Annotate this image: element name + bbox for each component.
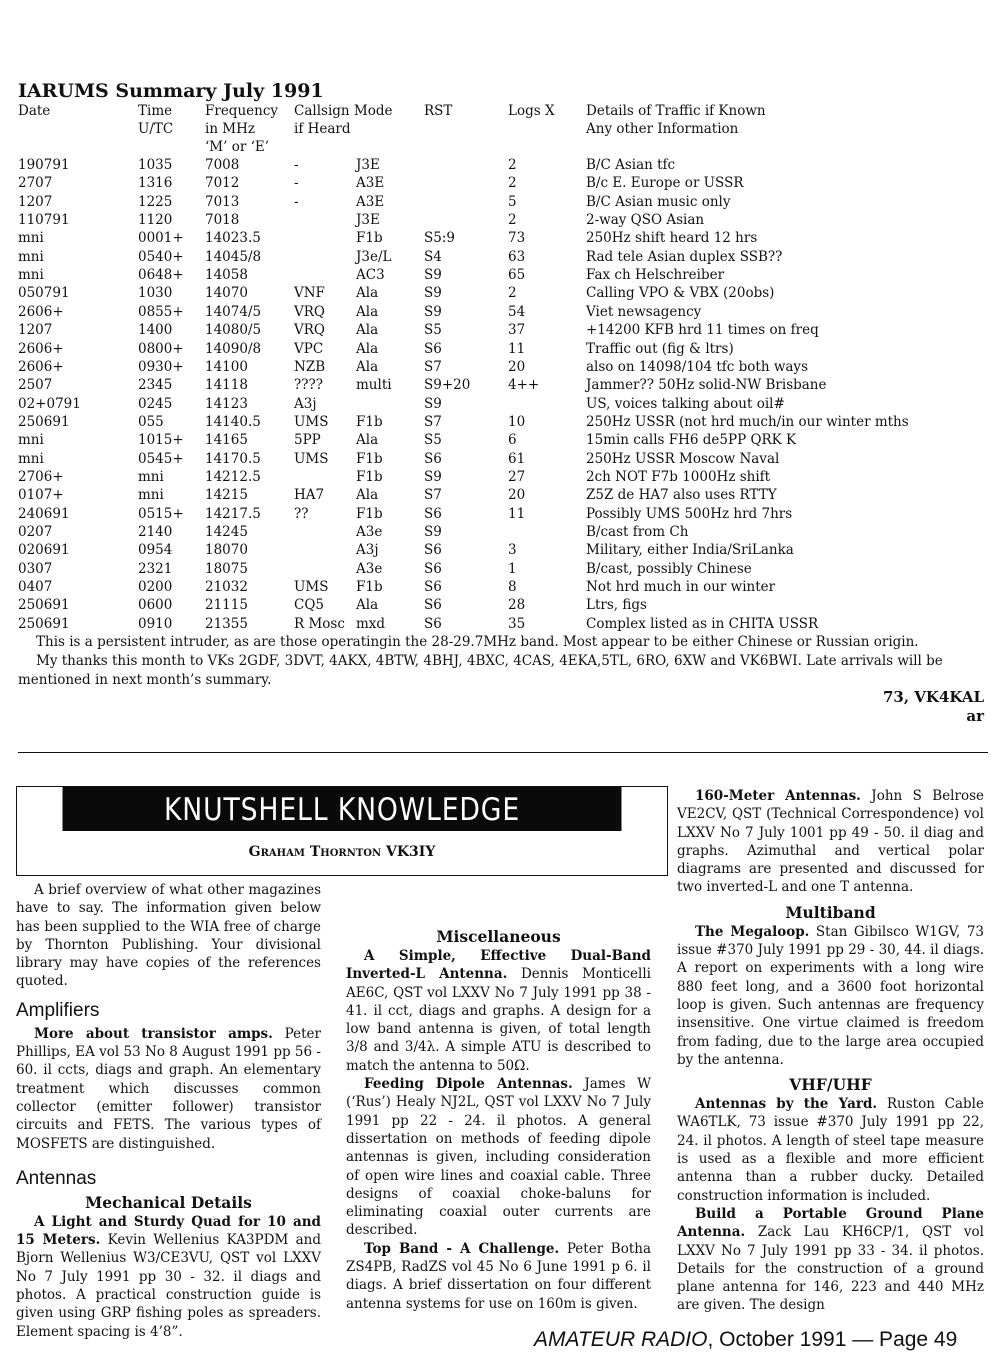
cell-freq: 14215 (205, 487, 248, 504)
table-row (0, 358, 1000, 376)
cell-logs: 73 (508, 230, 526, 247)
cell-date: 250691 (18, 615, 70, 632)
cell-call: VNF (294, 285, 325, 302)
article-text: James W (‘Rus’) Healy NJ2L, QST vol LXXV No 7 July 1991 pp 22 - 24. il photos. A general dissertation on methods of feeding dipole antennas is given, including consideration of open wire lines and coaxial cable. Three designs of coaxial choke-baluns for eliminating coaxial outer currents are described. (346, 1076, 651, 1239)
cell-mode: A3E (356, 193, 385, 210)
table-row (0, 284, 1000, 302)
table-row (0, 431, 1000, 449)
article-160m (677, 787, 984, 897)
header-frequency-me: ‘M’ or ‘E’ (205, 139, 270, 155)
cell-freq: 14245 (205, 524, 248, 540)
cell-logs: 54 (508, 303, 526, 320)
cell-date: 1207 (18, 322, 53, 339)
cell-date: 020691 (18, 542, 70, 559)
article-title: A Simple, Effective Dual-Band Inverted-L Antenna. (346, 948, 651, 983)
table-row (0, 413, 1000, 431)
cell-details: Rad tele Asian duplex SSB?? (586, 248, 783, 265)
footer-magazine-name: AMATEUR RADIO (534, 1328, 708, 1351)
cell-freq: 21355 (205, 615, 248, 632)
cell-details: B/C Asian tfc (586, 157, 676, 173)
header-if-heard: if Heard (294, 121, 351, 137)
cell-time: 1120 (138, 212, 173, 229)
knutshell-author: Graham Thornton VK3IY (248, 844, 436, 860)
table-row (0, 560, 1000, 578)
cell-call: ???? (294, 377, 323, 394)
cell-details: 15min calls FH6 de5PP QRK K (586, 432, 797, 449)
cell-time: 0545+ (138, 450, 184, 467)
cell-time: 1316 (138, 175, 173, 192)
cell-mode: A3e (356, 524, 383, 540)
cell-details: 2ch NOT F7b 1000Hz shift (586, 468, 771, 485)
cell-date: 0407 (18, 579, 53, 596)
cell-time: 0515+ (138, 505, 184, 522)
cell-mode: F1b (356, 579, 383, 596)
cell-details: Ltrs, figs (586, 597, 647, 614)
cell-time: 0540+ (138, 248, 184, 265)
cell-time: 2140 (138, 524, 173, 540)
cell-call: ?? (294, 505, 309, 522)
cell-date: 1207 (18, 193, 53, 210)
cell-call: UMS (294, 413, 329, 430)
iarums-signature: 73, VK4KAL (882, 688, 984, 706)
cell-freq: 14080/5 (205, 322, 262, 339)
cell-freq: 14074/5 (205, 303, 262, 320)
cell-rst: S6 (424, 579, 442, 596)
iarums-title: IARUMS Summary July 1991 (18, 80, 324, 102)
cell-freq: 14170.5 (205, 450, 261, 467)
cell-details: B/cast from Ch (586, 524, 689, 540)
cell-rst: S5:9 (424, 230, 455, 247)
cell-freq: 14100 (205, 358, 248, 375)
cell-call: - (294, 175, 299, 192)
cell-logs: 63 (508, 248, 526, 265)
iarums-note-intruder: This is a persistent intruder, as are those operatingin the 28-29.7MHz band. Most appear to be either Chinese or Russian origin. (36, 634, 919, 650)
cell-logs: 2 (508, 157, 517, 173)
cell-logs: 10 (508, 413, 526, 430)
cell-logs: 35 (508, 615, 526, 632)
section-divider (18, 752, 988, 753)
cell-mode: Ala (356, 303, 379, 320)
cell-mode: Ala (356, 597, 379, 614)
cell-details: 250Hz USSR Moscow Naval (586, 450, 780, 467)
cell-logs: 8 (508, 579, 517, 596)
cell-rst: S9 (424, 468, 442, 485)
table-row (0, 450, 1000, 468)
cell-date: 2507 (18, 377, 53, 394)
article-title: A Light and Sturdy Quad for 10 and 15 Meters. (16, 1213, 321, 1249)
cell-mode: Ala (356, 285, 379, 302)
cell-logs: 37 (508, 322, 526, 339)
cell-mode: J3e/L (356, 248, 392, 265)
cell-freq: 14023.5 (205, 230, 261, 247)
cell-date: 2606+ (18, 358, 64, 375)
cell-mode: Ala (356, 340, 379, 357)
article-text: Ruston Cable WA6TLK, 73 issue #370 July 1991 pp 22, 24. il photos. A length of steel tape measure is used as a flexible and more efficient antenna than a rubber ducky. Detailed construction information is included. (677, 1096, 984, 1204)
cell-details: +14200 KFB hrd 11 times on freq (586, 322, 819, 339)
cell-mode: Ala (356, 487, 379, 504)
cell-time: 0930+ (138, 358, 184, 375)
cell-time: 2321 (138, 560, 173, 577)
cell-time: 1400 (138, 322, 173, 339)
cell-freq: 14165 (205, 432, 248, 449)
cell-rst: S9+20 (424, 377, 471, 394)
cell-call: HA7 (294, 487, 325, 504)
cell-rst: S7 (424, 413, 442, 430)
cell-call: UMS (294, 579, 329, 596)
cell-details: Not hrd much in our winter (586, 579, 776, 596)
table-row (0, 156, 1000, 174)
article-title: The Megaloop. (695, 923, 810, 940)
cell-logs: 6 (508, 432, 517, 449)
cell-call: VRQ (294, 322, 325, 339)
cell-call: 5PP (294, 432, 321, 449)
iarums-note-thanks: My thanks this month to VKs 2GDF, 3DVT, 4AKX, 4BTW, 4BHJ, 4BXC, 4CAS, 4EKA,5TL, 6RO, 6XW and VK6BWI. Late arrivals will be mentioned in next month’s summary. (18, 653, 943, 688)
cell-time: 055 (138, 413, 164, 430)
cell-time: 1015+ (138, 432, 184, 449)
article-title: More about transistor amps. (34, 1025, 273, 1042)
cell-time: 0910 (138, 615, 173, 632)
table-row (0, 193, 1000, 211)
header-details: Details of Traffic if Known (586, 103, 766, 119)
cell-details: B/c E. Europe or USSR (586, 175, 744, 192)
cell-rst: S6 (424, 450, 442, 467)
cell-time: 0200 (138, 579, 173, 596)
table-row (0, 303, 1000, 321)
article-ground-plane (677, 1205, 984, 1315)
cell-date: 190791 (18, 157, 70, 173)
cell-call: VPC (294, 340, 324, 357)
cell-time: 0954 (138, 542, 173, 559)
table-row (0, 615, 1000, 633)
cell-freq: 14070 (205, 285, 248, 302)
cell-logs: 4++ (508, 377, 540, 394)
cell-mode: J3E (356, 157, 380, 173)
article-text: Zack Lau KH6CP/1, QST vol LXXV No 7 July 1991 pp 33 - 34. il photos. Details for the construction of a ground plane antenna for 146, 223 and 440 MHz are given. The design (677, 1224, 984, 1314)
cell-logs: 11 (508, 340, 526, 357)
cell-details: Fax ch Helschreiber (586, 267, 725, 284)
cell-freq: 14118 (205, 377, 248, 394)
cell-details: Calling VPO & VBX (20obs) (586, 285, 775, 302)
cell-date: 2707 (18, 175, 53, 192)
cell-details: Traffic out (fig & ltrs) (586, 340, 734, 357)
cell-details: Possibly UMS 500Hz hrd 7hrs (586, 505, 793, 522)
heading-miscellaneous: Miscellaneous (436, 927, 561, 946)
cell-details: 250Hz USSR (not hrd much/in our winter mths (586, 413, 909, 430)
knutshell-intro: A brief overview of what other magazines have to say. The information given below has been supplied to the WIA free of charge by Thornton Publishing. Your divisional library may have copies of the references quoted. (16, 882, 321, 990)
article-transistor-amps (16, 1025, 321, 1153)
cell-call: NZB (294, 358, 326, 375)
cell-freq: 14058 (205, 267, 248, 284)
cell-date: 0107+ (18, 487, 64, 504)
article-top-band (346, 1240, 651, 1313)
heading-multiband: Multiband (785, 902, 876, 922)
cell-call: CQ5 (294, 597, 324, 614)
cell-details: Viet newsagency (586, 303, 702, 320)
cell-details: Military, either India/SriLanka (586, 542, 794, 559)
cell-freq: 14045/8 (205, 248, 262, 265)
cell-mode: multi (356, 377, 392, 394)
cell-mode: Ala (356, 432, 379, 449)
cell-freq: 14090/8 (205, 340, 262, 357)
cell-call: - (294, 193, 299, 210)
footer-date-page: , October 1991 — Page 49 (707, 1328, 958, 1351)
cell-rst: S5 (424, 432, 442, 449)
table-row (0, 523, 1000, 541)
cell-details: B/cast, possibly Chinese (586, 560, 752, 577)
cell-mode: J3E (356, 212, 380, 229)
cell-date: 0307 (18, 560, 53, 577)
cell-freq: 14217.5 (205, 505, 261, 522)
cell-logs: 61 (508, 450, 526, 467)
cell-mode: mxd (356, 615, 386, 632)
cell-time: 2345 (138, 377, 173, 394)
cell-freq: 7018 (205, 212, 240, 229)
cell-rst: S9 (424, 303, 442, 320)
table-row (0, 596, 1000, 614)
cell-logs: 20 (508, 487, 526, 504)
cell-time: 1035 (138, 157, 173, 173)
cell-details: 250Hz shift heard 12 hrs (586, 230, 758, 247)
cell-call: R Mosc (294, 615, 345, 632)
header-other-info: Any other Information (586, 121, 739, 137)
knutshell-title: KNUTSHELL KNOWLEDGE (63, 787, 622, 831)
table-row (0, 248, 1000, 266)
cell-date: 2706+ (18, 468, 64, 485)
cell-details: also on 14098/104 tfc both ways (586, 358, 808, 375)
article-feeding-dipole (346, 1075, 651, 1240)
knutshell-header-box (16, 786, 668, 876)
cell-freq: 7013 (205, 193, 240, 210)
cell-date: 050791 (18, 285, 70, 302)
cell-time: 0245 (138, 395, 173, 412)
cell-freq: 7012 (205, 175, 240, 192)
cell-time: 0600 (138, 597, 173, 614)
cell-time: 0800+ (138, 340, 184, 357)
header-logs: Logs X (508, 103, 555, 119)
cell-date: 250691 (18, 597, 70, 614)
header-frequency-unit: in MHz (205, 121, 256, 137)
cell-rst: S6 (424, 597, 442, 614)
cell-rst: S6 (424, 505, 442, 522)
cell-rst: S6 (424, 340, 442, 357)
article-antennas-by-yard (677, 1095, 984, 1205)
cell-time: mni (138, 468, 164, 485)
table-row (0, 266, 1000, 284)
cell-freq: 21115 (205, 597, 248, 614)
cell-freq: 18075 (205, 560, 248, 577)
cell-date: mni (18, 432, 44, 449)
article-title: 160-Meter Antennas. (695, 788, 861, 804)
table-row (0, 541, 1000, 559)
cell-details: B/C Asian music only (586, 193, 731, 210)
cell-date: mni (18, 450, 44, 467)
cell-call: UMS (294, 450, 329, 467)
cell-rst: S9 (424, 267, 442, 284)
cell-date: 110791 (18, 212, 70, 229)
header-time-utc: U/TC (138, 121, 174, 137)
article-text: Kevin Wellenius KA3PDM and Bjorn Wellenius W3/CE3VU, QST vol LXXV No 7 July 1991 pp 30 - 32. il diags and photos. A practical construction guide is given using GRP fishing poles as spreaders. Element spacing is 4’8”. (16, 1232, 321, 1340)
cell-freq: 14212.5 (205, 468, 261, 485)
cell-rst: S7 (424, 487, 442, 504)
heading-mechanical-details: Mechanical Details (85, 1192, 252, 1212)
article-text: Peter Botha ZS4PB, RadZS vol 45 No 6 June 1991 p 6. il diags. A brief dissertation on four different antenna systems for use on 160m is given. (346, 1240, 651, 1312)
cell-time: 1030 (138, 285, 173, 302)
column-1 (16, 881, 321, 1341)
header-time: Time (138, 103, 173, 119)
cell-date: mni (18, 230, 44, 247)
cell-logs: 3 (508, 542, 517, 559)
article-text: Stan Gibilsco W1GV, 73 issue #370 July 1991 pp 29 - 30, 44. il diags. A report on experiments with a long wire 880 feet long, and a 3600 foot horizontal loop is given. Such antennas are frequency insensitive. One virtue claimed is freedom from fading, due to the large area occupied by the antenna. (677, 923, 985, 1068)
cell-details: US, voices talking about oil# (586, 395, 785, 412)
cell-call: - (294, 157, 299, 173)
cell-logs: 1 (508, 560, 517, 577)
cell-mode: F1b (356, 450, 383, 467)
cell-details: Z5Z de HA7 also uses RTTY (586, 487, 777, 504)
cell-time: 0855+ (138, 303, 184, 320)
header-date: Date (18, 103, 51, 119)
cell-date: 2606+ (18, 303, 64, 320)
cell-mode: F1b (356, 230, 383, 247)
cell-time: 0001+ (138, 230, 184, 247)
article-title: Build a Portable Ground Plane Antenna. (677, 1205, 984, 1241)
cell-freq: 21032 (205, 579, 248, 596)
cell-date: mni (18, 267, 44, 284)
cell-mode: F1b (356, 505, 383, 522)
cell-freq: 14123 (205, 395, 248, 412)
header-frequency: Frequency (205, 103, 279, 119)
article-title: Feeding Dipole Antennas. (364, 1076, 573, 1093)
table-row (0, 211, 1000, 229)
cell-logs: 2 (508, 285, 517, 302)
cell-logs: 11 (508, 505, 526, 522)
article-megaloop (677, 923, 984, 1069)
cell-rst: S6 (424, 542, 442, 559)
cell-mode: F1b (356, 468, 383, 485)
cell-mode: AC3 (356, 267, 385, 284)
cell-rst: S9 (424, 395, 442, 412)
cell-rst: S6 (424, 615, 442, 632)
cell-date: 0207 (18, 524, 53, 540)
cell-date: mni (18, 248, 44, 265)
table-row (0, 174, 1000, 192)
column-2 (346, 881, 651, 1313)
heading-antennas: Antennas (16, 1167, 97, 1189)
header-rst: RST (424, 103, 453, 119)
cell-mode: A3E (356, 175, 385, 192)
cell-details: Complex listed as in CHITA USSR (586, 615, 819, 632)
cell-date: 02+0791 (18, 395, 81, 412)
cell-rst: S9 (424, 285, 442, 302)
cell-time: mni (138, 487, 164, 504)
table-row (0, 505, 1000, 523)
cell-freq: 7008 (205, 157, 240, 173)
cell-date: 240691 (18, 505, 70, 522)
table-row (0, 578, 1000, 596)
cell-time: 0648+ (138, 267, 184, 284)
heading-vhf-uhf: VHF/UHF (789, 1075, 872, 1095)
cell-call: VRQ (294, 303, 325, 320)
cell-mode: A3e (356, 560, 383, 577)
article-dual-band (346, 947, 651, 1075)
article-text: Peter Phillips, EA vol 53 No 8 August 1991 pp 56 - 60. il ccts, diags and graph. An elementary treatment which discusses common collector (emitter follower) transistor circuits and FETS. The various types of MOSFETS are distinguished. (16, 1025, 321, 1152)
cell-logs: 2 (508, 175, 517, 192)
cell-date: 2606+ (18, 340, 64, 357)
cell-mode: F1b (356, 413, 383, 430)
cell-logs: 65 (508, 267, 526, 284)
cell-details: Jammer?? 50Hz solid-NW Brisbane (586, 377, 827, 394)
cell-rst: S5 (424, 322, 442, 339)
cell-rst: S4 (424, 248, 442, 265)
table-row (0, 486, 1000, 504)
cell-time: 1225 (138, 193, 173, 210)
cell-mode: Ala (356, 358, 379, 375)
article-title: Top Band - A Challenge. (364, 1240, 560, 1257)
table-row (0, 395, 1000, 413)
cell-details: 2-way QSO Asian (586, 212, 705, 229)
table-row (0, 340, 1000, 358)
cell-logs: 28 (508, 597, 526, 614)
cell-call: A3j (294, 395, 317, 412)
cell-freq: 18070 (205, 542, 248, 559)
cell-logs: 5 (508, 193, 517, 210)
cell-rst: S6 (424, 560, 442, 577)
heading-amplifiers: Amplifiers (16, 999, 100, 1021)
column-3 (677, 787, 984, 1315)
table-row (0, 468, 1000, 486)
cell-rst: S7 (424, 358, 442, 375)
header-callsign-mode: Callsign Mode (294, 103, 393, 119)
page-footer (534, 1328, 957, 1352)
cell-rst: S9 (424, 524, 442, 540)
cell-date: 250691 (18, 413, 70, 430)
cell-mode: Ala (356, 322, 379, 339)
cell-logs: 20 (508, 358, 526, 375)
cell-logs: 27 (508, 468, 526, 485)
article-text: John S Belrose VE2CV, QST (Technical Correspondence) vol LXXV No 7 July 1001 pp 49 - 50. il diag and graphs. Azimuthal and vertical polar diagrams are presented and discussed for two inverted-L and one T antenna. (677, 788, 985, 896)
table-row (0, 229, 1000, 247)
article-title: Antennas by the Yard. (695, 1096, 878, 1113)
article-text: Dennis Monticelli AE6C, QST vol LXXV No 7 July 1991 pp 38 - 41. il cct, diags and graphs. A design for a low band antenna is given, of total length 3/8 and 3/4λ. A simple ATU is described to match the antenna to 50Ω. (346, 966, 651, 1074)
article-quad (16, 1213, 321, 1341)
iarums-signature-ar: ar (966, 707, 984, 725)
cell-freq: 14140.5 (205, 413, 261, 430)
table-row (0, 376, 1000, 394)
table-row (0, 321, 1000, 339)
cell-mode: A3j (356, 542, 379, 559)
cell-logs: 2 (508, 212, 517, 229)
